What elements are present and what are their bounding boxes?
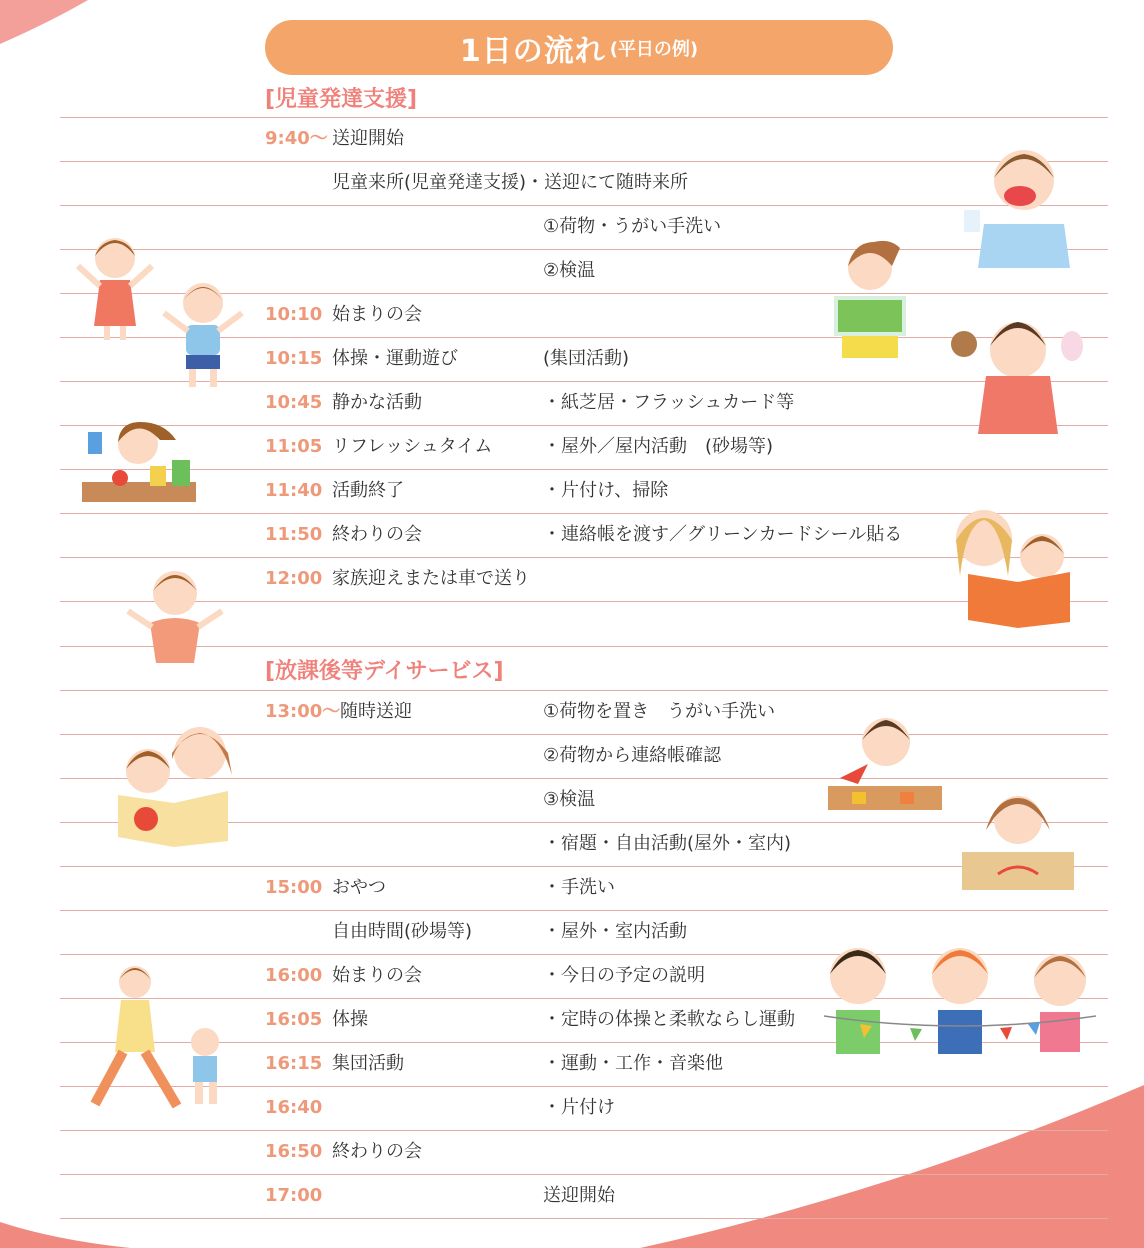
boy-brushing-teeth-illustration	[960, 140, 1075, 270]
girl-cheering-illustration	[70, 228, 160, 348]
row-activity: 児童来所(児童発達支援)・送迎にて随時来所	[332, 172, 689, 193]
schedule-row	[0, 1174, 1144, 1218]
row-time: 17:00	[265, 1185, 323, 1206]
top-left-corner-decoration	[0, 0, 90, 45]
row-note: ・片付け、掃除	[543, 480, 669, 501]
title-sub-text: (平日の例)	[609, 38, 699, 60]
row-time: 16:05	[265, 1009, 323, 1030]
row-note: ・屋外・室内活動	[543, 921, 687, 942]
girl-drawing-illustration	[962, 790, 1077, 895]
row-note: ②検温	[543, 260, 596, 281]
row-activity: 体操	[332, 1009, 368, 1030]
row-activity: 随時送迎	[340, 701, 412, 722]
row-note: ・片付け	[543, 1097, 615, 1118]
row-note: ①荷物・うがい手洗い	[543, 216, 722, 237]
schedule-row	[0, 1130, 1144, 1174]
row-note: ・運動・工作・音楽他	[543, 1053, 723, 1074]
row-time: 16:15	[265, 1053, 323, 1074]
boy-paper-craft-illustration	[828, 712, 943, 812]
row-divider-line	[60, 1218, 1108, 1219]
row-time: 11:50	[265, 524, 323, 545]
teacher-with-puppets-illustration	[950, 310, 1085, 438]
row-activity: 集団活動	[332, 1053, 404, 1074]
row-note: ③検温	[543, 789, 596, 810]
row-activity: 体操・運動遊び	[332, 348, 458, 369]
row-activity: リフレッシュタイム	[332, 436, 493, 457]
section-heading-child-development: [児童発達支援]	[265, 87, 418, 112]
row-time: 11:05	[265, 436, 323, 457]
row-time: 10:10	[265, 304, 323, 325]
child-waving-illustration	[120, 565, 230, 665]
row-note: ・今日の予定の説明	[543, 965, 705, 986]
schedule-title	[265, 20, 893, 75]
row-time: 13:00〜	[265, 701, 341, 722]
row-activity: 始まりの会	[332, 965, 422, 986]
row-note: ①荷物を置き うがい手洗い	[543, 701, 776, 722]
row-activity: 活動終了	[332, 480, 404, 501]
section-heading-after-school-day-service: [放課後等デイサービス]	[265, 659, 504, 684]
row-note: ・定時の体操と柔軟ならし運動	[543, 1009, 795, 1030]
row-note: ・連絡帳を渡す／グリーンカードシール貼る	[543, 524, 903, 545]
row-activity: 終わりの会	[332, 524, 422, 545]
row-activity: 終わりの会	[332, 1141, 422, 1162]
title-main-text: 1日の流れ	[459, 33, 606, 69]
row-activity: 静かな活動	[332, 392, 422, 413]
row-activity: 自由時間(砂場等)	[332, 921, 473, 942]
row-time: 15:00	[265, 877, 323, 898]
row-time: 16:00	[265, 965, 323, 986]
row-activity: 始まりの会	[332, 304, 422, 325]
row-activity: おやつ	[332, 877, 386, 898]
row-note: ・屋外／屋内活動 (砂場等)	[543, 436, 774, 457]
row-note: 送迎開始	[543, 1185, 615, 1206]
row-note: ・宿題・自由活動(屋外・室内)	[543, 833, 792, 854]
woman-walking-with-child-illustration	[85, 960, 235, 1120]
row-note: ②荷物から連絡帳確認	[543, 745, 722, 766]
row-note: ・手洗い	[543, 877, 615, 898]
mother-daughter-reading-illustration	[100, 715, 250, 850]
boy-cheering-illustration	[158, 275, 248, 395]
row-note: ・紙芝居・フラッシュカード等	[543, 392, 795, 413]
row-activity: 家族迎えまたは車で送り	[332, 568, 530, 589]
girl-playing-blocks-illustration	[80, 410, 200, 505]
row-time: 11:40	[265, 480, 323, 501]
row-time: 10:15	[265, 348, 323, 369]
row-time: 16:40	[265, 1097, 323, 1118]
three-children-bunting-illustration	[820, 940, 1100, 1085]
row-note: (集団活動)	[543, 348, 630, 369]
row-time: 16:50	[265, 1141, 323, 1162]
woman-reading-picture-book-illustration	[830, 236, 910, 361]
row-time: 12:00	[265, 568, 323, 589]
row-time: 9:40〜	[265, 128, 328, 149]
row-time: 10:45	[265, 392, 323, 413]
mother-child-book-illustration	[938, 500, 1078, 630]
row-activity: 送迎開始	[332, 128, 404, 149]
